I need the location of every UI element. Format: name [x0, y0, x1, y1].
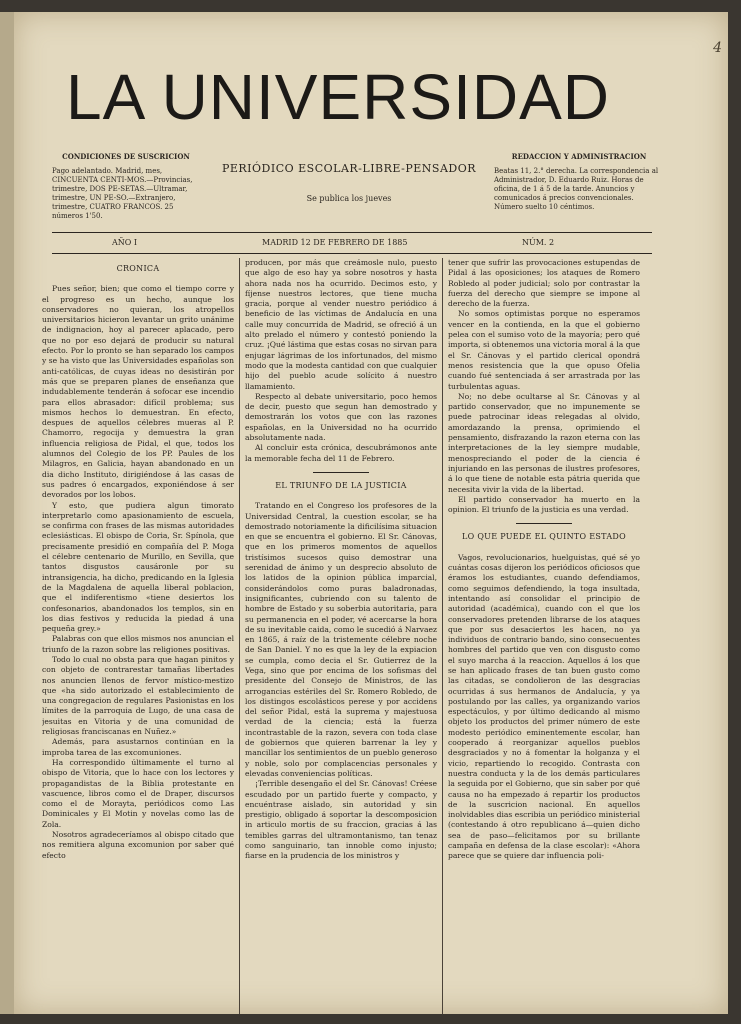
- article-paragraph: Tratando en el Congreso los profesores de la Universidad Central, la cuestion escolar, se ha demostrado notoriamente la dificilísima situacion en que se encuentra el gobierno. El Sr. Cánovas, que en los primeros momentos de aquellos tristísimos sucesos quiso demostrar una serenidad de ánimo y un desprecio absoluto de los latidos de la opinion pública imparcial, considerándolos como puras baladronadas, insignificantes, cubriendo con su talento de hombre de Estado y su soberbia autoritaria, para su permanencia en el poder, vé acercarse la hora de su inevitable caida, como le sucedió á Narvaez en 1865, á raíz de la tristemente célebre noche de San Daniel. Y no es que la ley de la expiacion se cumpla, como decia el Sr. Gutierrez de la Vega, sino que por encima de los sofismas del presidente del Consejo de Ministros, de las arrogancias estériles del Sr. Romero Robledo, de los distingos escolásticos perese y por accidens del señor Pidal, está la suprema y majestuosa verdad de la ciencia; está la fuerza incontrastable de la razon, severa con toda clase de gobiernos que quieren barrenar la ley y mancillar los sentimientos de un pueblo generoso y noble, solo por complacencias personales y elevadas conveniencias políticas.: [245, 501, 437, 778]
- issue-info-bar: [52, 232, 652, 254]
- issue-date: MADRID 12 DE FEBRERO DE 1885: [262, 238, 408, 247]
- section-divider: [313, 472, 369, 473]
- column-rule: [239, 258, 240, 1014]
- article-paragraph: Respecto al debate universitario, poco hemos de decir, puesto que segun han demostrado y demostrarán los votos que con las razones españolas, en la Universidad no ha ocurrido absolutamente nada.: [245, 391, 437, 443]
- column-3: [448, 258, 640, 1014]
- column-1: [42, 258, 234, 1014]
- tagline: PERIÓDICO ESCOLAR-LIBRE-PENSADOR: [221, 162, 477, 175]
- page-edge: [0, 12, 14, 1014]
- article-paragraph: Y esto, que pudiera algun timorato interpretarlo como apasionamiento de escuela, se confirma con frases de las mismas autoridades eclesiásticas. El obispo de Coria, Sr. Spínola, que precisamente presidió en compañía del P. Moga el célebre centenario de Murillo, en Sevilla, que tantos disgustos causáronle por su intransigencia, ha dicho, predicando en la Iglesia de la Magdalena de aquella liberal poblacion, que el indiferentismo «tiene desiertos los confesonarios, abandonados los templos, sin en los dias festivos y reducida la piedad á una pequeña grey.»: [42, 500, 234, 634]
- article-paragraph: Todo lo cual no obsta para que hagan pinitos y con objeto de contrarestar tamañas libertades nos anuncien llenos de fervor místico-mestizo que «ha sido autorizado el establecimiento de una congregacion de regulares Pasionistas en los límites de la parroquia de Lugo, de una casa de jesuitas en Vitoria y de una comunidad de religiosas franciscanas en Nuñez.»: [42, 654, 234, 737]
- newspaper-page: [14, 12, 728, 1014]
- article-paragraph: Ha correspondido últimamente el turno al obispo de Vitoria, que lo hace con los lectores y propagandistas de la Biblia protestante en vascuence, libros como el de Draper, discursos como el de Morayta, periódicos como Las Dominicales y El Motin y novelas como las de Zola.: [42, 757, 234, 829]
- article-paragraph: tener que sufrir las provocaciones estupendas de Pidal á las oposiciones; los ataques de Romero Robledo al poder judicial; solo por contrastar la fuerza del derecho que siempre se impone al derecho de la fuerza.: [448, 258, 640, 309]
- subscription-title: CONDICIONES DE SUSCRICION: [62, 152, 190, 161]
- administration-info: [494, 152, 664, 212]
- page-number: 4: [713, 40, 722, 56]
- article-paragraph: Palabras con que ellos mismos nos anuncian el triunfo de la razon sobre las religiones positivas.: [42, 634, 234, 654]
- article-paragraph: Pues señor, bien; que como el tiempo corre y el progreso es un hecho, aunque los conservadores no quieran, los atropellos universitarios hicieron levantar un grito unánime de indignacion, hoy al parecer aplacado, pero que no por eso dejará de producir su natural efecto. Por lo pronto se han separado los campos y se ha visto que las Universidades españolas son anti-católicas, de cuyas ideas no desistirán por más que se preparen planes de enseñanza que indudablemente tenderán á sofocar ese incendio para ellos abrasador: difícil problema; sus mismos hechos lo demuestran. En efecto, despues de aquellos célebres mueras al P. Chamorro, regocija y demuestra la gran influencia religiosa de Pidal, el que, todos los alumnos del Colegio de los PP. Paules de los Milagros, en Galicia, hayan abandonado en un dia dicho Instituto, dirigiéndose á las casas de sus padres ó encargados, exponiéndose á ser devorados por los lobos.: [42, 284, 234, 500]
- issue-year: AÑO I: [112, 238, 138, 247]
- article-paragraph: ¡Terrible desengaño el del Sr. Cánovas! Créese escudado por un partido fuerte y compacto, y encuéntrase aislado, sin autoridad y sin prestigio, obligado á soportar la descomposicion in articulo mortis de su fraccion, gracias á las temibles garras del ultramontanismo, tan tenaz como sanguinario, tan innoble como injusto; fiarse en la prudencia de los ministros y: [245, 779, 437, 861]
- section-heading-cronica: CRONICA: [116, 264, 160, 273]
- column-rule: [442, 258, 443, 1014]
- article-paragraph: Nosotros agradeceríamos al obispo citado que nos remitiera alguna excomunion por saber qué efecto: [42, 830, 234, 860]
- article-paragraph: No somos optimistas porque no esperamos vencer en la contienda, en la que el gobierno pelea con el sumiso voto de la mayoría; pero qué importa, si obtenemos una victoria moral á la que el Sr. Cánovas y el partido clerical opondrá menos resistencia que la que opuso Ofelia cuando fué sentenciada á ser arrastrada por las turbulentas aguas.: [448, 309, 640, 391]
- article-paragraph: El partido conservador ha muerto en la opinion. El triunfo de la justicia es una verdad.: [448, 494, 640, 515]
- section-heading-triunfo: EL TRIUNFO DE LA JUSTICIA: [275, 480, 407, 490]
- subscription-conditions: [52, 152, 200, 221]
- section-heading-quinto-estado: LO QUE PUEDE EL QUINTO ESTADO: [462, 532, 626, 542]
- article-columns: [42, 258, 668, 1014]
- article-paragraph: Además, para asustarnos continúan en la improba tarea de las excomuniones.: [42, 737, 234, 757]
- section-divider: [516, 523, 572, 524]
- administration-title: REDACCION Y ADMINISTRACION: [511, 152, 647, 161]
- publication-note: Se publica los jueves: [306, 194, 392, 203]
- column-2: [245, 258, 437, 1014]
- masthead-title: LA UNIVERSIDAD: [66, 61, 610, 133]
- article-paragraph: producen, por más que creámosle nulo, puesto que algo de eso hay ya sobre nosotros y hasta ahora nada nos ha ocurrido. Decimos esto, y fíjense nuestros lectores, que tiene mucha gracia, porque al vender nuestro periódico á beneficio de las víctimas de Andalucía en una calle muy concurrida de Madrid, se ofreció á un alto prelado el número y contestó poniendo la cruz. ¡Qué lástima que estas cosas no sirvan para enjugar lágrimas de los infortunados, del mismo modo que la modesta cantidad con que cualquier hijo del pueblo acude solícito á nuestro llamamiento.: [245, 258, 437, 391]
- issue-number: NÚM. 2: [522, 238, 555, 247]
- article-paragraph: Al concluir esta crónica, descubrámonos ante la memorable fecha del 11 de Febrero.: [245, 443, 437, 463]
- article-paragraph: Vagos, revolucionarios, huelguistas, qué sé yo cuántas cosas dijeron los periódicos oficiosos que éramos los estudiantes, cuando defendiamos, como seguimos defendiendo, la toga insultada, intentando así consolidar el principio de autoridad (académica), cuando con el que los conservadores pretenden librarse de los ataques que por sus desaciertos les hacen, no ya individuos de contrario bando, sino consecuentes hombres del partido que ven con disgusto como el suyo marcha á la reaccion. Aquellos á los que se han aplicado frases de tan buen gusto como las citadas, se condolieron de las desgracias ocurridas á sus hermanos de Andalucía, y ya postulando por las calles, ya organizando varios espectáculos, y por último dedicando al mismo objeto los productos del primer número de este modesto periódico eminentemente escolar, han cooperado á reorganizar aquellos pueblos desgraciados y no á fomentar la holganza y el vicio, repartiendo lo recogido. Contrasta con nuestra conducta y la de los demás particulares la seguida por el Gobierno, que sin saber por qué causa no ha empezado á repartir los productos de la suscricion nacional. En aquellos inolvidables dias escribia un periódico ministerial (contestando á otro republicano á—quien dicho sea de paso—felicitamos por su brillante campaña en defensa de la clase escolar): «Ahora parece que se quiere dar influencia poli-: [448, 552, 640, 861]
- article-paragraph: No; no debe ocultarse al Sr. Cánovas y al partido conservador, que no impunemente se puede patrocinar ideas relegadas al olvido, amordazando la prensa, oprimiendo el pensamiento, disfrazando la razon eterna con las interpretaciones de la ley siempre mudable, menospreciando el poder de la ciencia é injuriando en las personas de ilustres profesores, á lo que tiene de notable esta pátria querida que necesita vivir la vida de la libertad.: [448, 391, 640, 494]
- subscription-text: Pago adelantado. Madrid, mes, CINCUENTA CENTI-MOS.—Provincias, trimestre, DOS PE-SETAS.—Ultramar, trimestre, UN PE-SO.—Extranjero, trimestre, CUATRO FRANCOS. 25 números 1'50.: [52, 167, 193, 220]
- administration-text: Beatas 11, 2.° derecha. La correspondencia al Administrador, D. Eduardo Ruiz. Horas de oficina, de 1 á 5 de la tarde. Anuncios y comunicados á precios convencionales. Número suelto 10 céntimos.: [494, 167, 659, 211]
